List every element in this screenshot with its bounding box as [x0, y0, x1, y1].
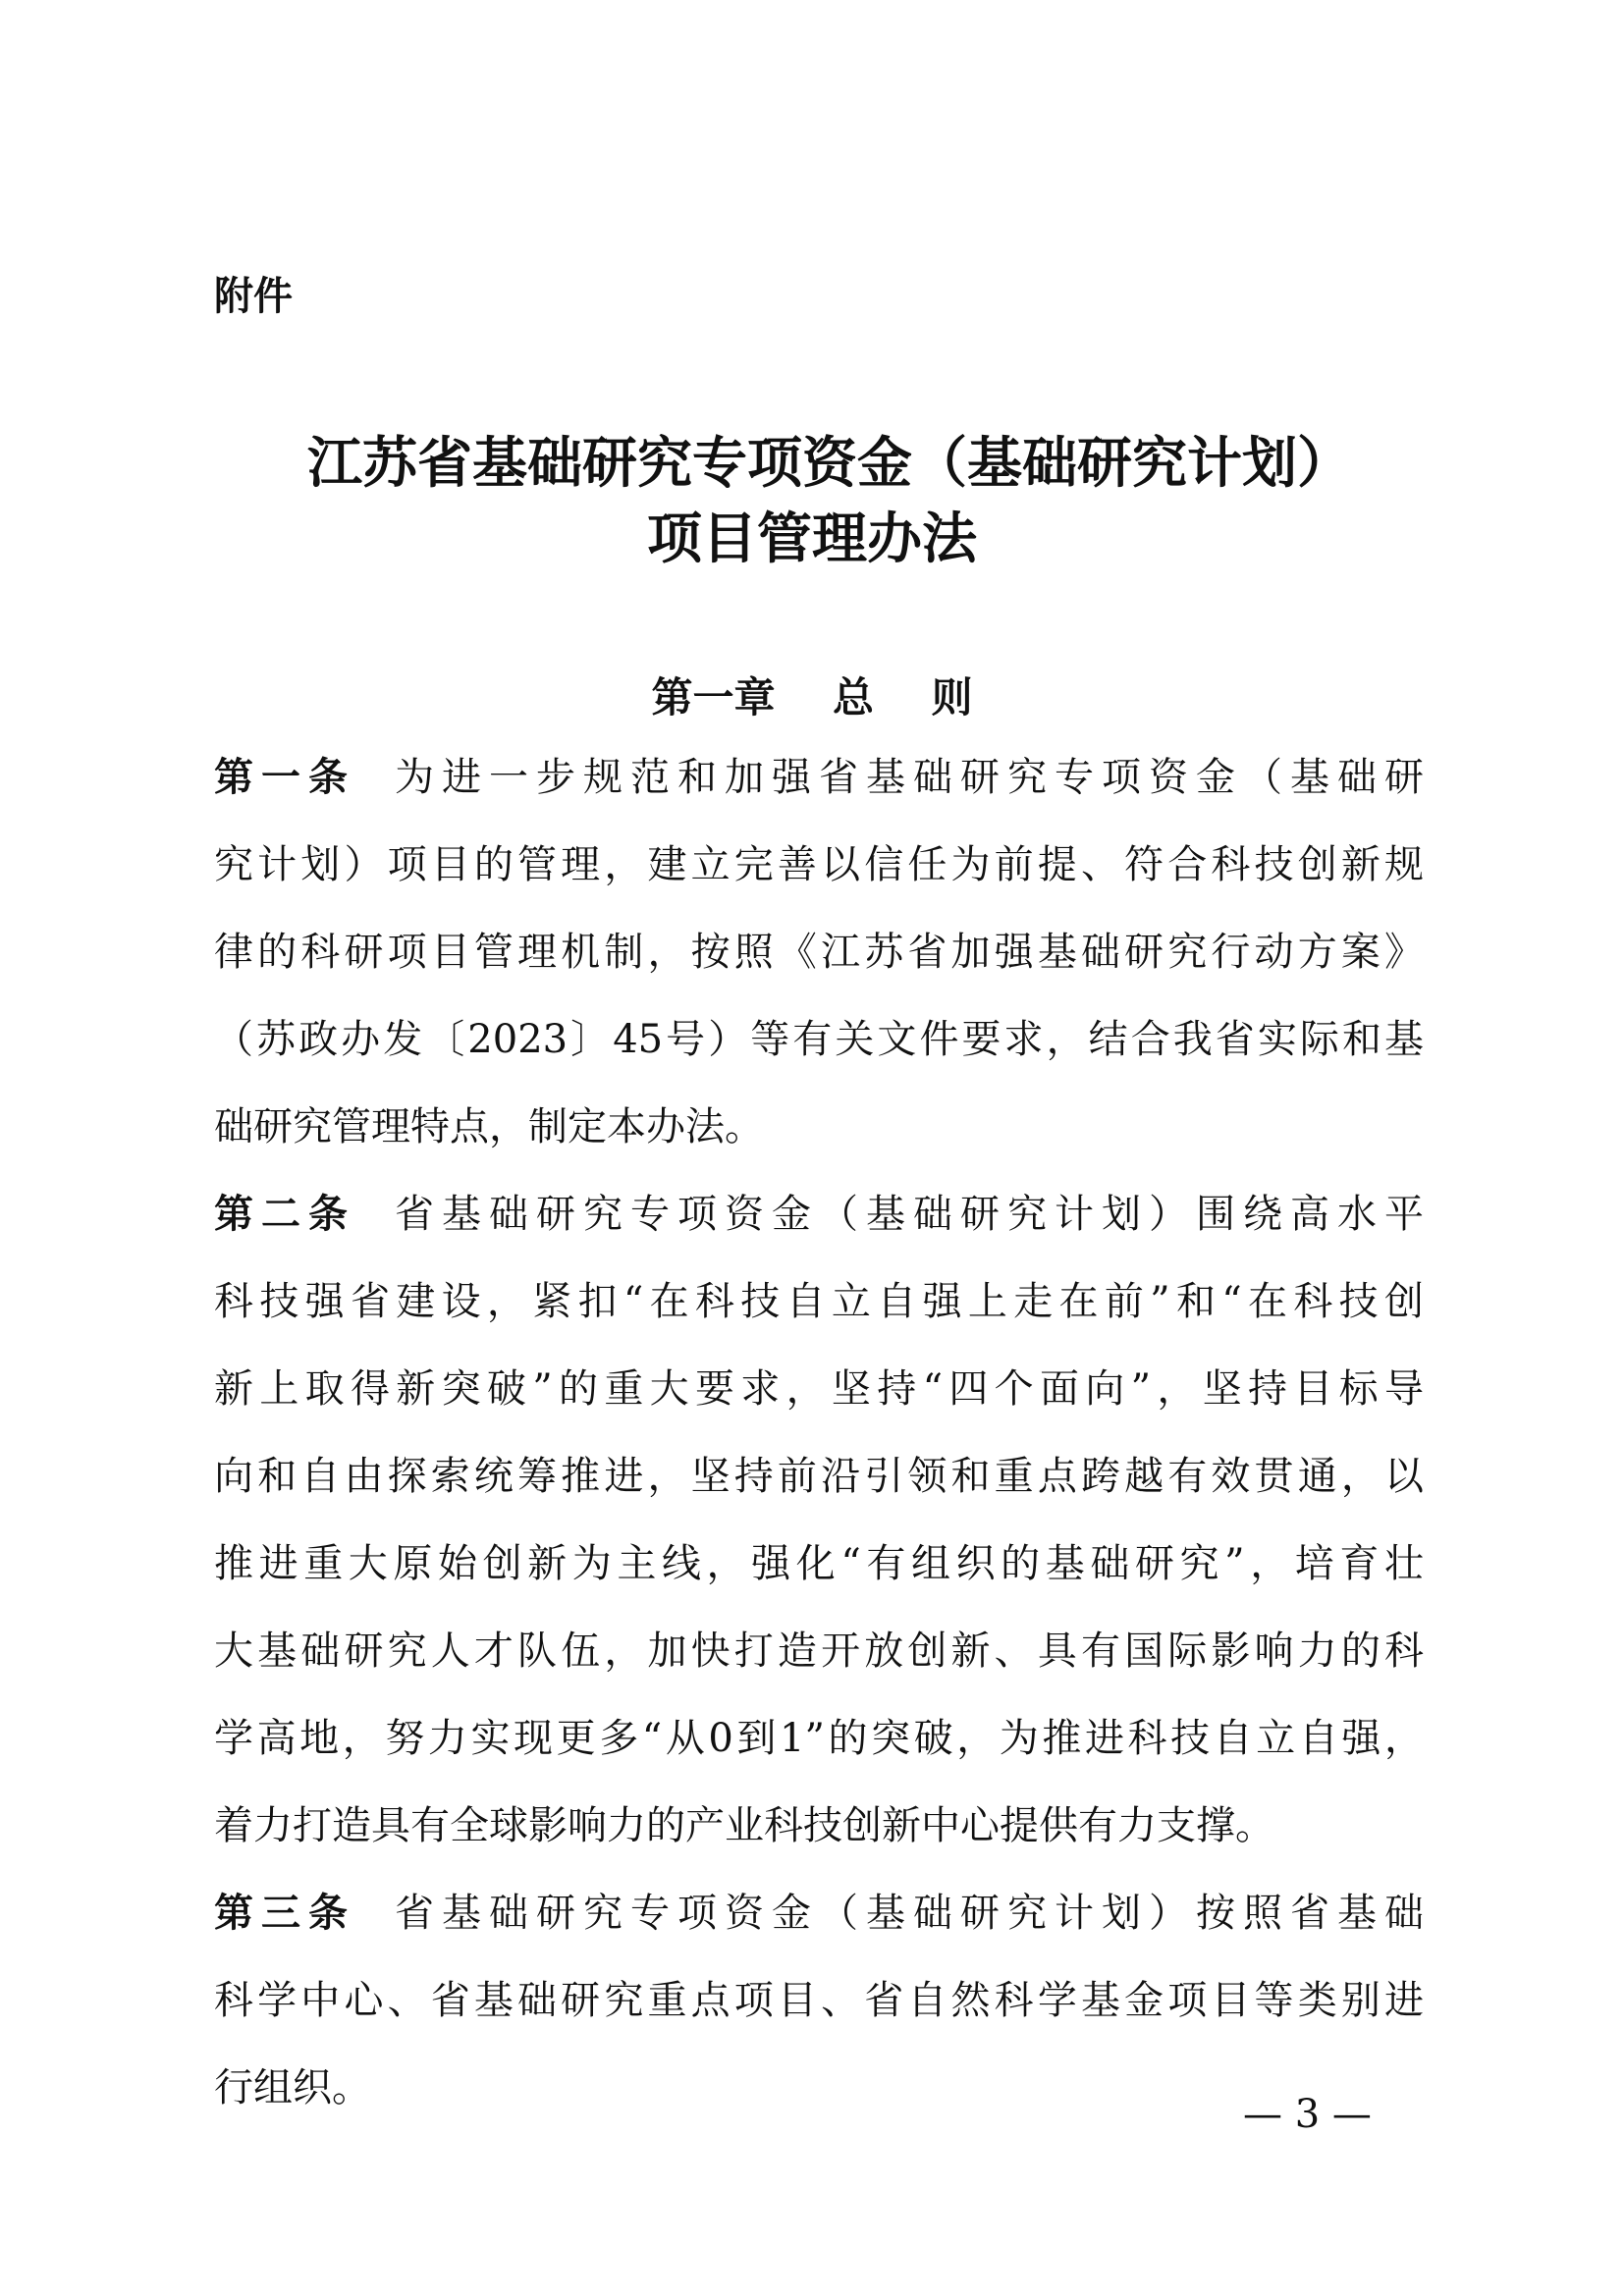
article-2-line-6: 大基础研究人才队伍，加快打造开放创新、具有国际影响力的科 — [214, 1629, 1424, 1674]
document-title-line-2: 项目管理办法 — [647, 507, 977, 571]
article-2-line-4: 向和自由探索统筹推进，坚持前沿引领和重点跨越有效贯通，以 — [214, 1454, 1424, 1499]
article-3-line-1: 第三条 省基础研究专项资金（基础研究计划）按照省基础 — [214, 1891, 1424, 1936]
article-3-line-3: 行组织。 — [214, 2065, 371, 2110]
article-2-line-8: 着力打造具有全球影响力的产业科技创新中心提供有力支撑。 — [214, 1803, 1274, 1848]
attachment-label: 附件 — [214, 274, 293, 319]
article-2-line-7: 学高地，努力实现更多“从0到1”的突破，为推进科技自立自强， — [214, 1716, 1424, 1761]
article-2-label: 第二条 — [214, 1192, 355, 1237]
article-2-line-3: 新上取得新突破”的重大要求，坚持“四个面向”，坚持目标导 — [214, 1366, 1424, 1412]
article-1-line-4: （苏政办发〔2023〕45号）等有关文件要求，结合我省实际和基 — [214, 1017, 1424, 1062]
article-1-label: 第一条 — [214, 755, 355, 800]
article-2-line-2: 科技强省建设，紧扣“在科技自立自强上走在前”和“在科技创 — [214, 1279, 1424, 1324]
article-1-line-3: 律的科研项目管理机制，按照《江苏省加强基础研究行动方案》 — [214, 930, 1424, 975]
article-1-line-2: 究计划）项目的管理，建立完善以信任为前提、符合科技创新规 — [214, 842, 1424, 887]
article-3-label: 第三条 — [214, 1891, 355, 1936]
chapter-heading: 第一章 总 则 — [651, 673, 973, 721]
article-3-line-2: 科学中心、省基础研究重点项目、省自然科学基金项目等类别进 — [214, 1978, 1424, 2023]
article-1-line-1: 第一条 为进一步规范和加强省基础研究专项资金（基础研 — [214, 755, 1424, 800]
article-2-line-5: 推进重大原始创新为主线，强化“有组织的基础研究”，培育壮 — [214, 1541, 1424, 1586]
article-1-line-5: 础研究管理特点，制定本办法。 — [214, 1104, 764, 1149]
document-title-line-1: 江苏省基础研究专项资金（基础研究计划） — [307, 431, 1352, 496]
page-number: — 3 — — [1243, 2092, 1372, 2137]
article-2-line-1: 第二条 省基础研究专项资金（基础研究计划）围绕高水平 — [214, 1192, 1424, 1237]
